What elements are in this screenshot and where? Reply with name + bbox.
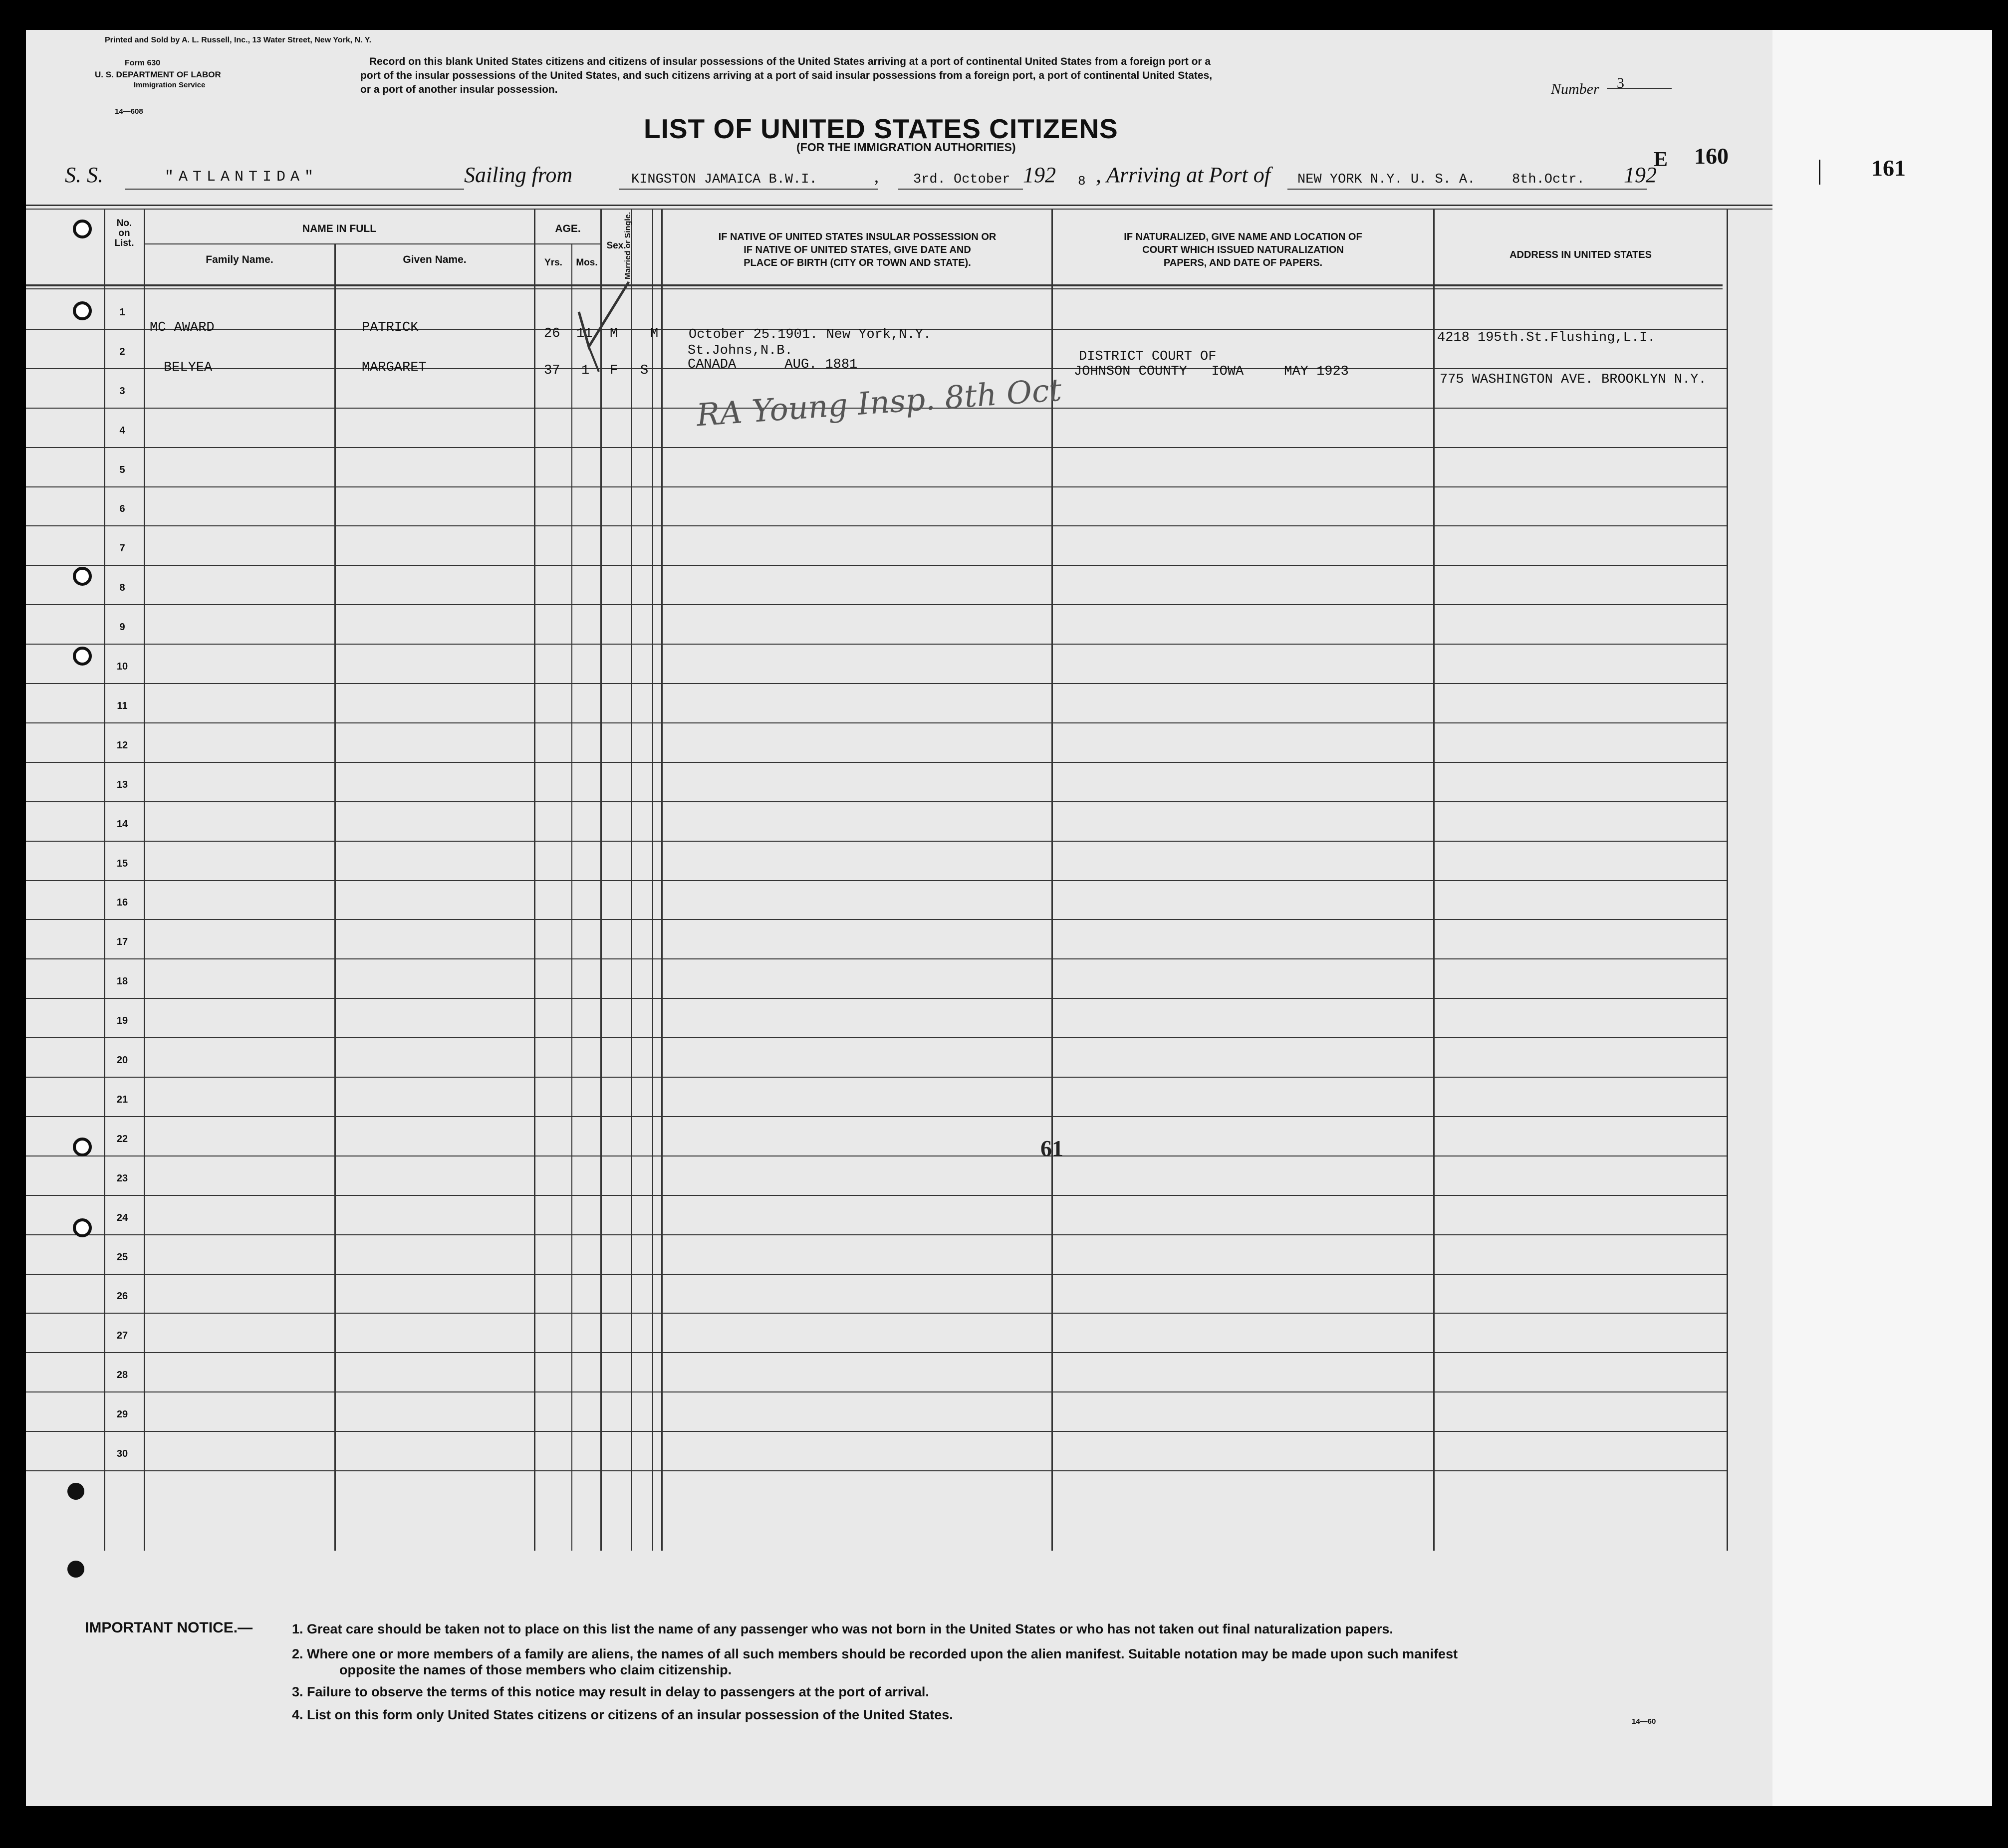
header-mos: Mos. [576,257,598,268]
col-line-no [104,209,105,1551]
row-line [26,1391,1727,1392]
row-line [26,486,1727,487]
row-2-sex: F [610,363,618,378]
header-no-on-list: No. on List. [114,218,134,248]
arriving-port: NEW YORK N.Y. U. S. A. [1297,172,1476,187]
row-1-address: 4218 195th.St.Flushing,L.I. [1437,330,1656,345]
notice-label: IMPORTANT NOTICE.— [85,1619,253,1636]
header-name-in-full: NAME IN FULL [302,223,377,234]
header-age: AGE. [555,223,581,234]
form-title: LIST OF UNITED STATES CITIZENS [644,113,1118,144]
notice-item-2-cont: opposite the names of those members who claim citizenship. [339,1662,732,1677]
punch-hole [73,647,92,666]
number-value: 3 [1617,75,1624,91]
page-number: 160 [1694,143,1729,169]
row-line [26,565,1727,566]
header-given-name: Given Name. [403,254,467,265]
row-number: 29 [116,1409,128,1420]
row-number: 21 [116,1094,128,1105]
row-line [26,762,1727,763]
row-number: 12 [116,740,128,751]
arrival-year: 192 [1624,163,1657,187]
row-line [26,919,1727,920]
row-number: 9 [119,622,125,633]
instruction-line-3: or a port of another insular possession. [360,84,558,95]
row-2-birth-line-2: CANADA AUG. 1881 [688,357,858,372]
col-line-naturalized [1051,209,1053,1551]
check-mark-icon [569,272,659,372]
row-number: 27 [116,1330,128,1341]
row-line [26,1274,1727,1275]
sailing-date-underline [898,189,1023,190]
row-number: 4 [119,425,125,436]
col-line-native-b [661,209,663,1551]
row-1-mos: 11 [576,326,593,341]
row-number: 17 [116,936,128,947]
header-married-single: Married or Single. [624,212,632,279]
row-line [26,1116,1727,1117]
age-subheader-line [535,243,601,244]
row-number: 6 [119,503,125,514]
row-2-yrs: 37 [544,363,560,378]
row-number: 14 [116,819,128,830]
arriving-label: , Arriving at Port of [1096,163,1270,187]
col-line-age [534,209,535,1551]
printer-line: Printed and Sold by A. L. Russell, Inc., 13 Water Street, New York, N. Y. [105,36,372,44]
name-subheader-line [145,243,535,244]
col-line-sex [600,209,602,1551]
row-line [26,447,1727,448]
row-number: 23 [116,1173,128,1184]
stamp-61: 61 [1040,1136,1063,1161]
row-number: 28 [116,1370,128,1381]
row-2-naturalization-line-1: DISTRICT COURT OF [1079,349,1217,364]
notice-item-4: 4. List on this form only United States citizens or citizens of an insular possession of the United States. [292,1707,953,1722]
row-number: 26 [116,1291,128,1302]
row-number: 11 [117,700,128,711]
row-number: 3 [119,386,125,397]
row-line [26,841,1727,842]
header-native: IF NATIVE OF UNITED STATES INSULAR POSSESSION OR IF NATIVE OF UNITED STATES, GIVE DATE AND PLACE OF BIRTH (CITY OR TOWN AND STATE). [718,231,997,268]
col-line-family [144,209,145,1551]
row-line [26,1352,1727,1353]
row-2-mos: 1 [581,363,590,378]
row-2-given: MARGARET [362,360,427,375]
punch-hole [67,1561,84,1578]
number-label: Number [1551,81,1599,97]
col-line-mos [571,243,572,1551]
sailing-year: 192 [1023,163,1056,187]
row-1-family: MC AWARD [150,320,215,335]
row-number: 18 [116,976,128,987]
instruction-line-2: port of the insular possessions of the United States, and such citizens arriving at a port of said insular possessions from a foreign port, a port of continental United States, [360,70,1213,81]
row-1-yrs: 26 [544,326,560,341]
footer-code: 14—60 [1632,1717,1656,1726]
header-family-name: Family Name. [206,254,273,265]
sailing-underline [619,189,878,190]
row-line [26,880,1727,881]
row-line [26,644,1727,645]
punch-hole [73,1218,92,1237]
punch-hole [73,1138,92,1156]
table-top-border [26,205,1772,206]
row-number: 15 [116,858,128,869]
row-line [26,683,1727,684]
row-number: 25 [116,1252,128,1263]
page-stamp: E [1654,148,1668,171]
row-line [26,1470,1727,1471]
row-1-sex: M [610,326,618,341]
header-bottom-border [26,284,1723,286]
ship-underline [125,189,464,190]
row-2-address: 775 WASHINGTON AVE. BROOKLYN N.Y. [1440,372,1707,387]
header-address: ADDRESS IN UNITED STATES [1509,249,1652,260]
row-1-given: PATRICK [362,320,419,335]
row-number: 30 [116,1448,128,1459]
row-number: 13 [116,779,128,790]
arrival-underline [1287,189,1647,190]
row-line [26,1077,1727,1078]
row-number: 16 [116,897,128,908]
header-yrs: Yrs. [544,257,562,268]
form-number: Form 630 [125,59,161,67]
row-line [26,604,1727,605]
sailing-label: Sailing from [464,163,573,187]
row-number: 22 [116,1134,128,1145]
sailing-year-suffix: 8 [1078,174,1086,189]
row-line [26,1431,1727,1432]
row-number: 2 [119,346,125,357]
row-line [26,1313,1727,1314]
next-page-number: 161 [1871,155,1906,181]
row-number: 7 [119,543,125,554]
col-line-right [1727,209,1728,1551]
row-number: 19 [116,1015,128,1026]
row-line [26,1155,1727,1156]
notice-item-2: 2. Where one or more members of a family are aliens, the names of all such members should be recorded upon the alien manifest. Suitable notation may be made upon such manifest [292,1646,1458,1661]
service: Immigration Service [134,81,206,89]
row-line [26,958,1727,959]
row-number: 24 [116,1212,128,1223]
col-line-native-a [652,209,653,1551]
ss-label: S. S. [65,163,103,187]
row-1-marital: M [650,326,659,341]
row-line [26,998,1727,999]
row-number: 8 [119,582,125,593]
notice-item-3: 3. Failure to observe the terms of this notice may result in delay to passengers at the port of arrival. [292,1684,929,1699]
row-number: 1 [119,307,125,318]
row-line [26,1037,1727,1038]
row-line [26,368,1727,369]
adjacent-page [1772,30,1992,1806]
punch-hole [73,567,92,586]
row-2-family: BELYEA [164,360,213,375]
inspector-note: RA Young Insp. 8th Oct [695,371,1063,434]
row-line [26,1234,1727,1235]
form-subtitle: (FOR THE IMMIGRATION AUTHORITIES) [796,141,1016,154]
col-line-given [334,243,336,1551]
col-line-address [1433,209,1435,1551]
form-code: 14—608 [115,107,143,116]
row-2-birth-line-1: St.Johns,N.B. [688,343,793,358]
row-line [26,1195,1727,1196]
row-2-marital: S [640,363,649,378]
department: U. S. DEPARTMENT OF LABOR [95,70,221,79]
row-number: 5 [119,464,125,475]
punch-hole [73,220,92,238]
sailing-from: KINGSTON JAMAICA B.W.I. [631,172,817,187]
row-number: 20 [116,1055,128,1066]
punch-hole [67,1483,84,1500]
ship-name: "ATLANTIDA" [165,169,319,186]
sailing-date: 3rd. October [913,172,1010,187]
instruction-line-1: Record on this blank United States citizens and citizens of insular possessions of the United States arriving at a port of continental United States from a foreign port or a [369,56,1211,67]
arrival-date: 8th.Octr. [1512,172,1585,187]
manifest-page [26,30,1772,1806]
row-number: 10 [116,661,128,672]
page-mark [1819,160,1820,185]
header-sex: Sex. [606,240,626,251]
col-line-marital [631,209,632,1551]
punch-hole [73,301,92,320]
row-line [26,525,1727,526]
row-2-naturalization-line-2: JOHNSON COUNTY IOWA MAY 1923 [1074,364,1349,379]
header-naturalized: IF NATURALIZED, GIVE NAME AND LOCATION OF COURT WHICH ISSUED NATURALIZATION PAPERS, AND DATE OF PAPERS. [1124,231,1362,268]
row-line [26,801,1727,802]
row-line [26,722,1727,723]
row-1-birth: October 25.1901. New York,N.Y. [689,327,932,342]
notice-item-1: 1. Great care should be taken not to place on this list the name of any passenger who was not born in the United States or who has not taken out final naturalization papers. [292,1621,1393,1636]
